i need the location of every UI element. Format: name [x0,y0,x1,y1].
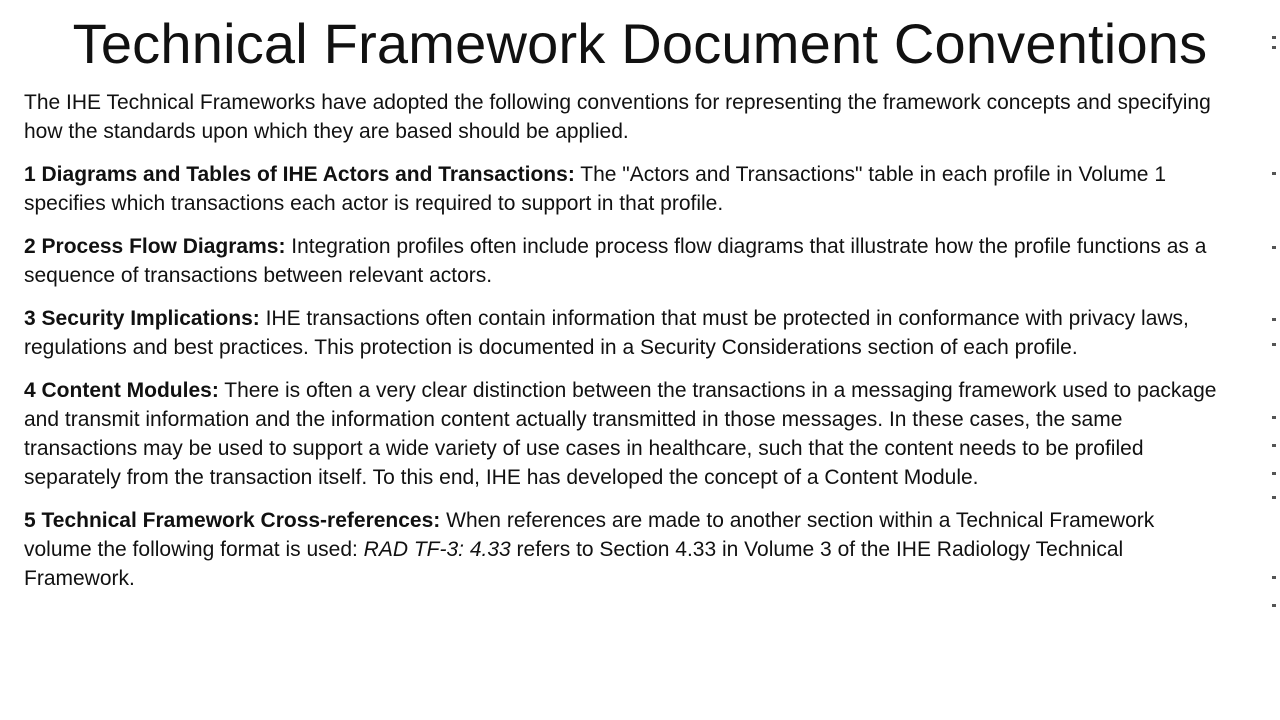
intro-paragraph: The IHE Technical Frameworks have adopted the following conventions for representing the framework concepts and specifying how the standards upon which they are based should be applied. [24,91,1211,143]
convention-item-3 [24,304,1224,362]
slide-title: Technical Framework Document Conventions [72,12,1208,75]
convention-heading: 1 Diagrams and Tables of IHE Actors and Transactions: [24,163,575,186]
convention-text: Integration profiles often include process flow diagrams that illustrate how the profile functions as a sequence of transactions between relevant actors. [24,235,1207,287]
convention-text: The "Actors and Transactions" table in each profile in Volume 1 specifies which transactions each actor is required to support in that profile. [24,163,1167,215]
convention-heading: 3 Security Implications: [24,307,260,330]
convention-item-4 [24,376,1224,492]
convention-item-1 [24,160,1224,218]
convention-item-5 [24,506,1224,593]
convention-text: refers to Section 4.33 in Volume 3 of the IHE Radiology Technical Framework. [24,538,1124,590]
convention-heading: 5 Technical Framework Cross-references: [24,509,441,532]
convention-text: There is often a very clear distinction between the transactions in a messaging framework used to package and transmit information and the information content actually transmitted in those messages. In these cases, the same transactions may be used to support a wide variety of use cases in healthcare, such that the content needs to be profiled separately from the transaction itself. To this end, IHE has developed the concept of a Content Module. [24,379,1217,489]
convention-text: When references are made to another section within a Technical Framework volume the following format is used: [24,509,1155,561]
cross-reference-example: RAD TF-3: 4.33 [363,538,511,561]
slide-body [24,88,1224,607]
next-slide-edge-fragment [1270,0,1280,720]
convention-item-2 [24,232,1224,290]
convention-text: IHE transactions often contain information that must be protected in conformance with privacy laws, regulations and best practices. This protection is documented in a Security Considerations section of each profile. [24,307,1189,359]
convention-heading: 2 Process Flow Diagrams: [24,235,286,258]
convention-heading: 4 Content Modules: [24,379,219,402]
